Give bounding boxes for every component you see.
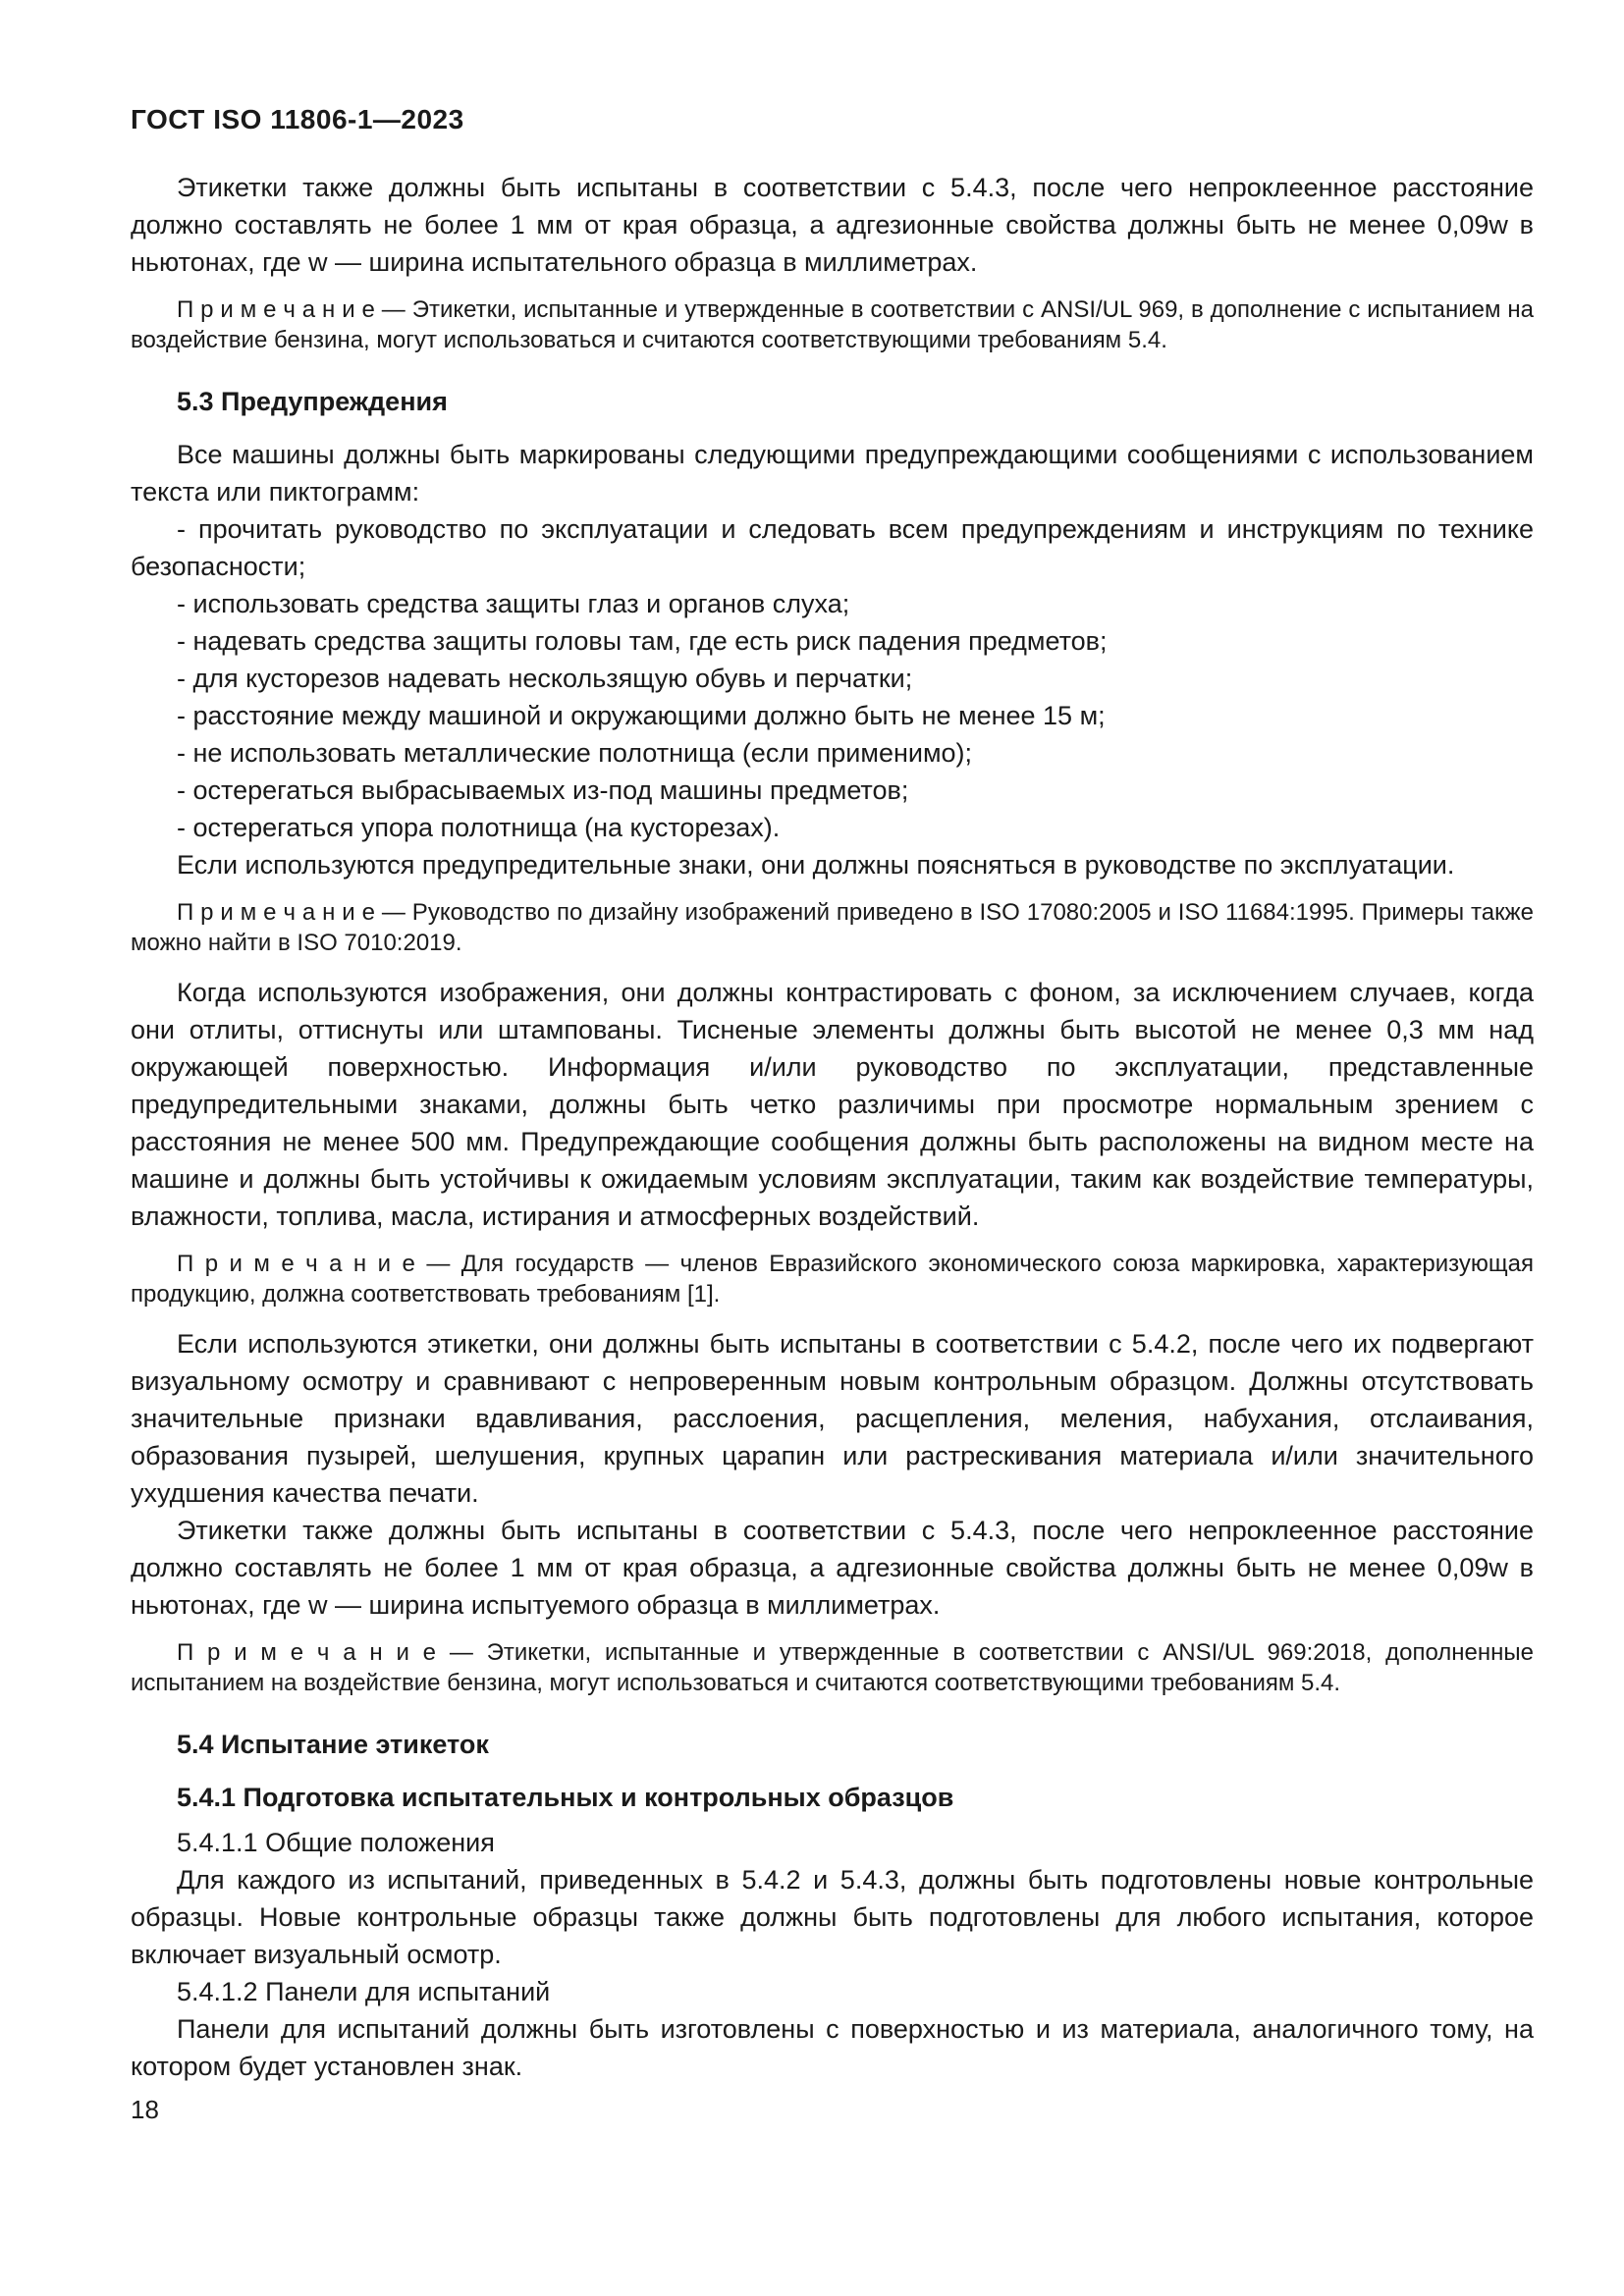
list-item-metal-blades: - не использовать металлические полотнища (если применимо); [177,738,973,768]
paragraph-warnings-intro: Все машины должны быть маркированы следующими предупреждающими сообщениями с использованием текста или пиктограмм: [131,440,1534,507]
paragraph-labels-visual-check: Если используются этикетки, они должны быть испытаны в соответствии с 5.4.2, после чего их подвергают визуальному осмотру и сравнивают с непроверенным новым контрольным образцом. Должны отсутствовать значительные признаки вдавливания, расслоения, расщепления, меления, набухания, отслаивания, образования пузырей, шелушения, крупных царапин или растрескивания материала и/или значительного ухудшения качества печати. [131,1329,1534,1508]
list-item-head-protection: - надевать средства защиты головы там, где есть риск падения предметов; [177,626,1108,656]
list-item-blade-thrust: - остерегаться упора полотнища (на кусторезах). [177,813,781,842]
list-item-eye-ear-protection: - использовать средства защиты глаз и органов слуха; [177,589,850,618]
subheading-5-4-1-1-general: 5.4.1.1 Общие положения [177,1828,495,1857]
paragraph-signs-explained: Если используются предупредительные знаки, они должны поясняться в руководстве по эксплуатации. [177,850,1455,880]
list-item-read-manual: - прочитать руководство по эксплуатации и следовать всем предупреждениям и инструкциям по технике безопасности; [131,514,1534,581]
paragraph-new-control-samples: Для каждого из испытаний, приведенных в 5.4.2 и 5.4.3, должны быть подготовлены новые контрольные образцы. Новые контрольные образцы также должны быть подготовлены для любого испытания, которое включает визуальный осмотр. [131,1865,1534,1969]
heading-5-3-warnings: 5.3 Предупреждения [177,387,448,416]
paragraph-images-contrast: Когда используются изображения, они должны контрастировать с фоном, за исключением случаев, когда они отлиты, оттиснуты или штампованы. Тисненые элементы должны быть высотой не менее 0,3 мм над окружающей поверхностью. Информация и/или руководство по эксплуатации, представленные предупредительными знаками, должны быть четко различимы при просмотре нормальным зрением с расстояния не менее 500 мм. Предупреждающие сообщения должны быть расположены на видном месте на машине и должны быть устойчивы к ожидаемым условиям эксплуатации, таким как воздействие температуры, влажности, топлива, масла, истирания и атмосферных воздействий. [131,978,1534,1231]
heading-5-4-label-testing: 5.4 Испытание этикеток [177,1730,489,1759]
subheading-5-4-1-2-test-panels: 5.4.1.2 Панели для испытаний [177,1977,551,2006]
note-design-guidance: П р и м е ч а н и е — Руководство по дизайну изображений приведено в ISO 17080:2005 и ISO 11684:1995. Примеры также можно найти в ISO 7010:2019. [131,899,1534,956]
list-item-thrown-objects: - остерегаться выбрасываемых из-под машины предметов; [177,775,909,805]
list-item-distance-15m: - расстояние между машиной и окружающими должно быть не менее 15 м; [177,701,1106,730]
paragraph-test-panels: Панели для испытаний должны быть изготовлены с поверхностью и из материала, аналогичного тому, на котором будет установлен знак. [131,2014,1534,2081]
paragraph-label-test-2: Этикетки также должны быть испытаны в соответствии с 5.4.3, после чего непроклеенное расстояние должно составлять не более 1 мм от края образца, а адгезионные свойства должны быть не менее 0,09w в ньютонах, где w — ширина испытуемого образца в миллиметрах. [131,1516,1534,1620]
list-item-non-slip-shoes: - для кусторезов надевать нескользящую обувь и перчатки; [177,664,913,693]
note-eaeu-marking: П р и м е ч а н и е — Для государств — членов Евразийского экономического союза маркировка, характеризующая продукцию, должна соответствовать требованиям [1]. [131,1251,1534,1308]
paragraph-label-test-1: Этикетки также должны быть испытаны в соответствии с 5.4.3, после чего непроклеенное расстояние должно составлять не более 1 мм от края образца, а адгезионные свойства должны быть не менее 0,09w в ньютонах, где w — ширина испытательного образца в миллиметрах. [131,173,1534,277]
running-header: ГОСТ ISO 11806-1—2023 [131,104,464,134]
note-ansi-ul-969: П р и м е ч а н и е — Этикетки, испытанные и утвержденные в соответствии с ANSI/UL 969, в дополнение с испытанием на воздействие бензина, могут использоваться и считаются соответствующими требованиям 5.4. [131,296,1534,353]
note-ansi-ul-969-2018: П р и м е ч а н и е — Этикетки, испытанные и утвержденные в соответствии с ANSI/UL 969:2018, дополненные испытанием на воздействие бензина, могут использоваться и считаются соответствующими требованиям 5.4. [131,1639,1534,1696]
heading-5-4-1-sample-preparation: 5.4.1 Подготовка испытательных и контрольных образцов [177,1783,954,1812]
page-number: 18 [131,2095,159,2124]
